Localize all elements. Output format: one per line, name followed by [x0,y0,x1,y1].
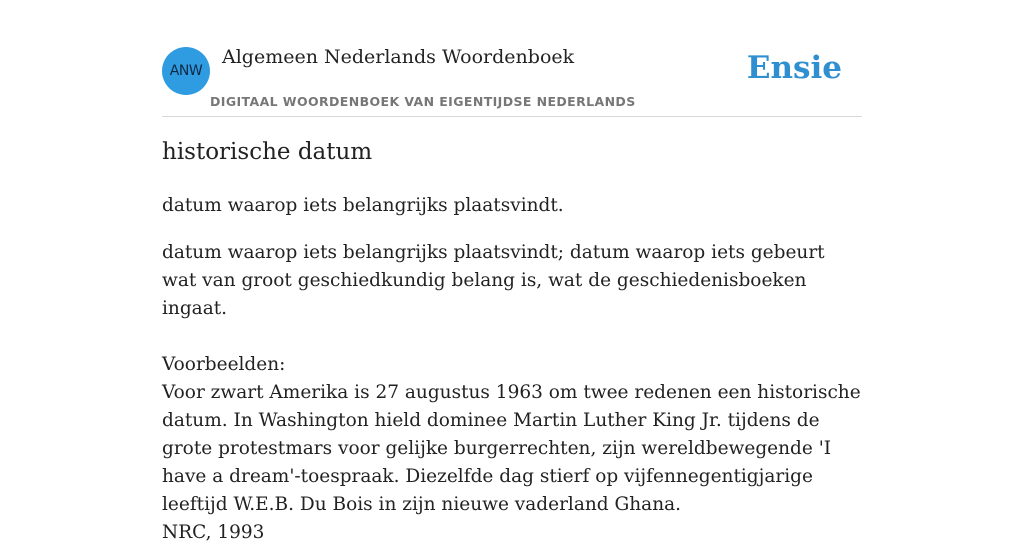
example-text: Voor zwart Amerika is 27 augustus 1963 om twee redenen een historische datum. In Washington hield dominee Martin Luther King Jr. tijdens de grote protestmars voor gelijke burgerrechten, zijn wereldbewegende 'I have a dream'-toespraak. Diezelfde dag stierf op vijfennegentigjarige leeftijd W.E.B. Du Bois in zijn nieuwe vaderland Ghana. [162,382,861,515]
site-header [162,0,862,117]
entry-headword: historische datum [162,139,373,165]
site-subtitle: DIGITAAL WOORDENBOEK VAN EIGENTIJDSE NEDERLANDS [210,94,636,109]
paragraph-gap [162,323,862,351]
site-title[interactable]: Algemeen Nederlands Woordenboek [222,46,575,68]
long-definition: datum waarop iets belangrijks plaatsvindt; datum waarop iets gebeurt wat van groot geschiedkundig belang is, wat de geschiedenisboeken ingaat. [162,242,825,319]
ensie-brand-logo[interactable]: Ensie [746,50,842,86]
page-content [162,0,862,543]
short-definition: datum waarop iets belangrijks plaatsvindt. [162,195,564,216]
anw-logo[interactable] [162,47,210,95]
logo-text: ANW [169,63,203,79]
example-source: NRC, 1993 [162,522,265,543]
entry-body [162,239,862,547]
examples-label: Voorbeelden: [162,354,286,375]
